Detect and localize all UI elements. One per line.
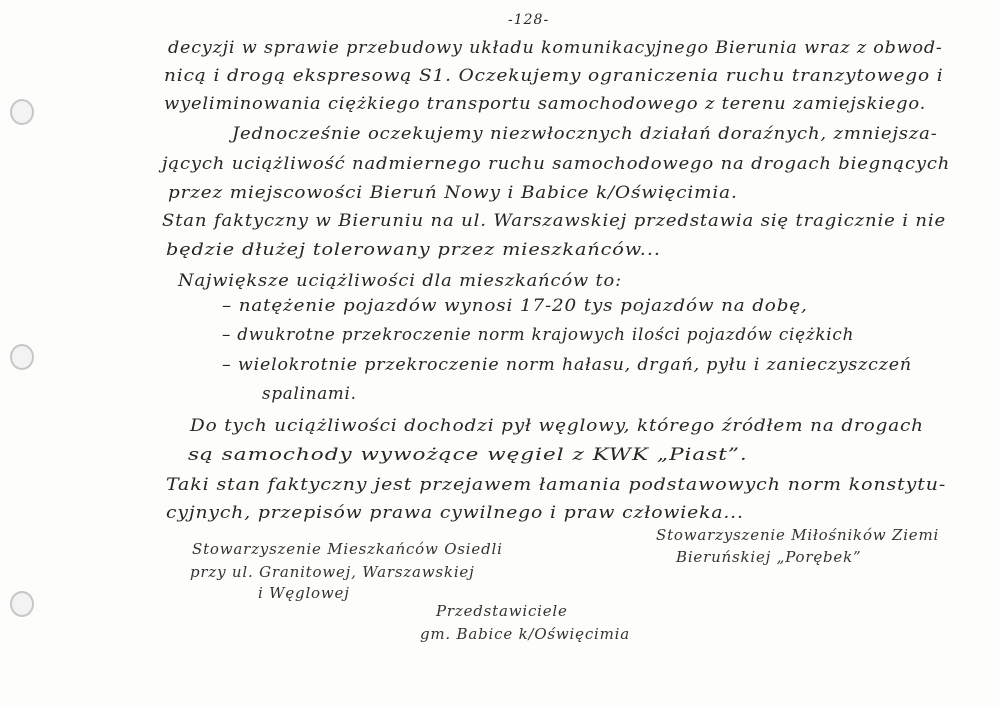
text-line: Największe uciążliwości dla mieszkańców to: xyxy=(178,271,622,291)
signature-left-line: i Węglowej xyxy=(258,584,350,602)
text-line: przez miejscowości Bieruń Nowy i Babice k/Oświęcimia. xyxy=(168,183,738,203)
text-line: Do tych uciążliwości dochodzi pył węglowy, którego źródłem na drogach xyxy=(190,416,924,436)
signature-center-line: gm. Babice k/Oświęcimia xyxy=(420,625,630,643)
text-line: cyjnych, przepisów prawa cywilnego i praw człowieka... xyxy=(166,503,744,523)
punch-hole xyxy=(10,591,34,617)
text-line: spalinami. xyxy=(262,384,357,404)
text-line: decyzji w sprawie przebudowy układu komunikacyjnego Bierunia wraz z obwod- xyxy=(168,38,943,58)
text-line: są samochody wywożące węgiel z KWK „Piast”. xyxy=(188,445,748,465)
text-line: Jednocześnie oczekujemy niezwłocznych działań doraźnych, zmniejsza- xyxy=(232,124,938,144)
page-number: -128- xyxy=(508,12,550,28)
punch-hole xyxy=(10,344,34,370)
text-line: jących uciążliwość nadmiernego ruchu samochodowego na drogach biegnących xyxy=(162,154,951,174)
text-line: – dwukrotne przekroczenie norm krajowych ilości pojazdów ciężkich xyxy=(222,325,855,345)
text-line: – natężenie pojazdów wynosi 17-20 tys pojazdów na dobę, xyxy=(222,296,808,316)
text-line: wyeliminowania ciężkiego transportu samochodowego z terenu zamiejskiego. xyxy=(164,94,927,114)
signature-right-line: Bieruńskiej „Porębek” xyxy=(676,548,862,566)
text-line: – wielokrotnie przekroczenie norm hałasu, drgań, pyłu i zanieczyszczeń xyxy=(222,355,912,375)
signature-left-line: przy ul. Granitowej, Warszawskiej xyxy=(190,563,475,581)
signature-center-line: Przedstawiciele xyxy=(436,602,568,620)
signature-left-line: Stowarzyszenie Mieszkańców Osiedli xyxy=(192,540,503,558)
text-line: będzie dłużej tolerowany przez mieszkańców... xyxy=(166,240,661,260)
text-line: Stan faktyczny w Bieruniu na ul. Warszawskiej przedstawia się tragicznie i nie xyxy=(162,211,947,231)
text-line: nicą i drogą ekspresową S1. Oczekujemy ograniczenia ruchu tranzytowego i xyxy=(164,66,944,86)
text-line: Taki stan faktyczny jest przejawem łamania podstawowych norm konstytu- xyxy=(166,475,947,495)
signature-right-line: Stowarzyszenie Miłośników Ziemi xyxy=(656,526,940,544)
punch-hole xyxy=(10,99,34,125)
